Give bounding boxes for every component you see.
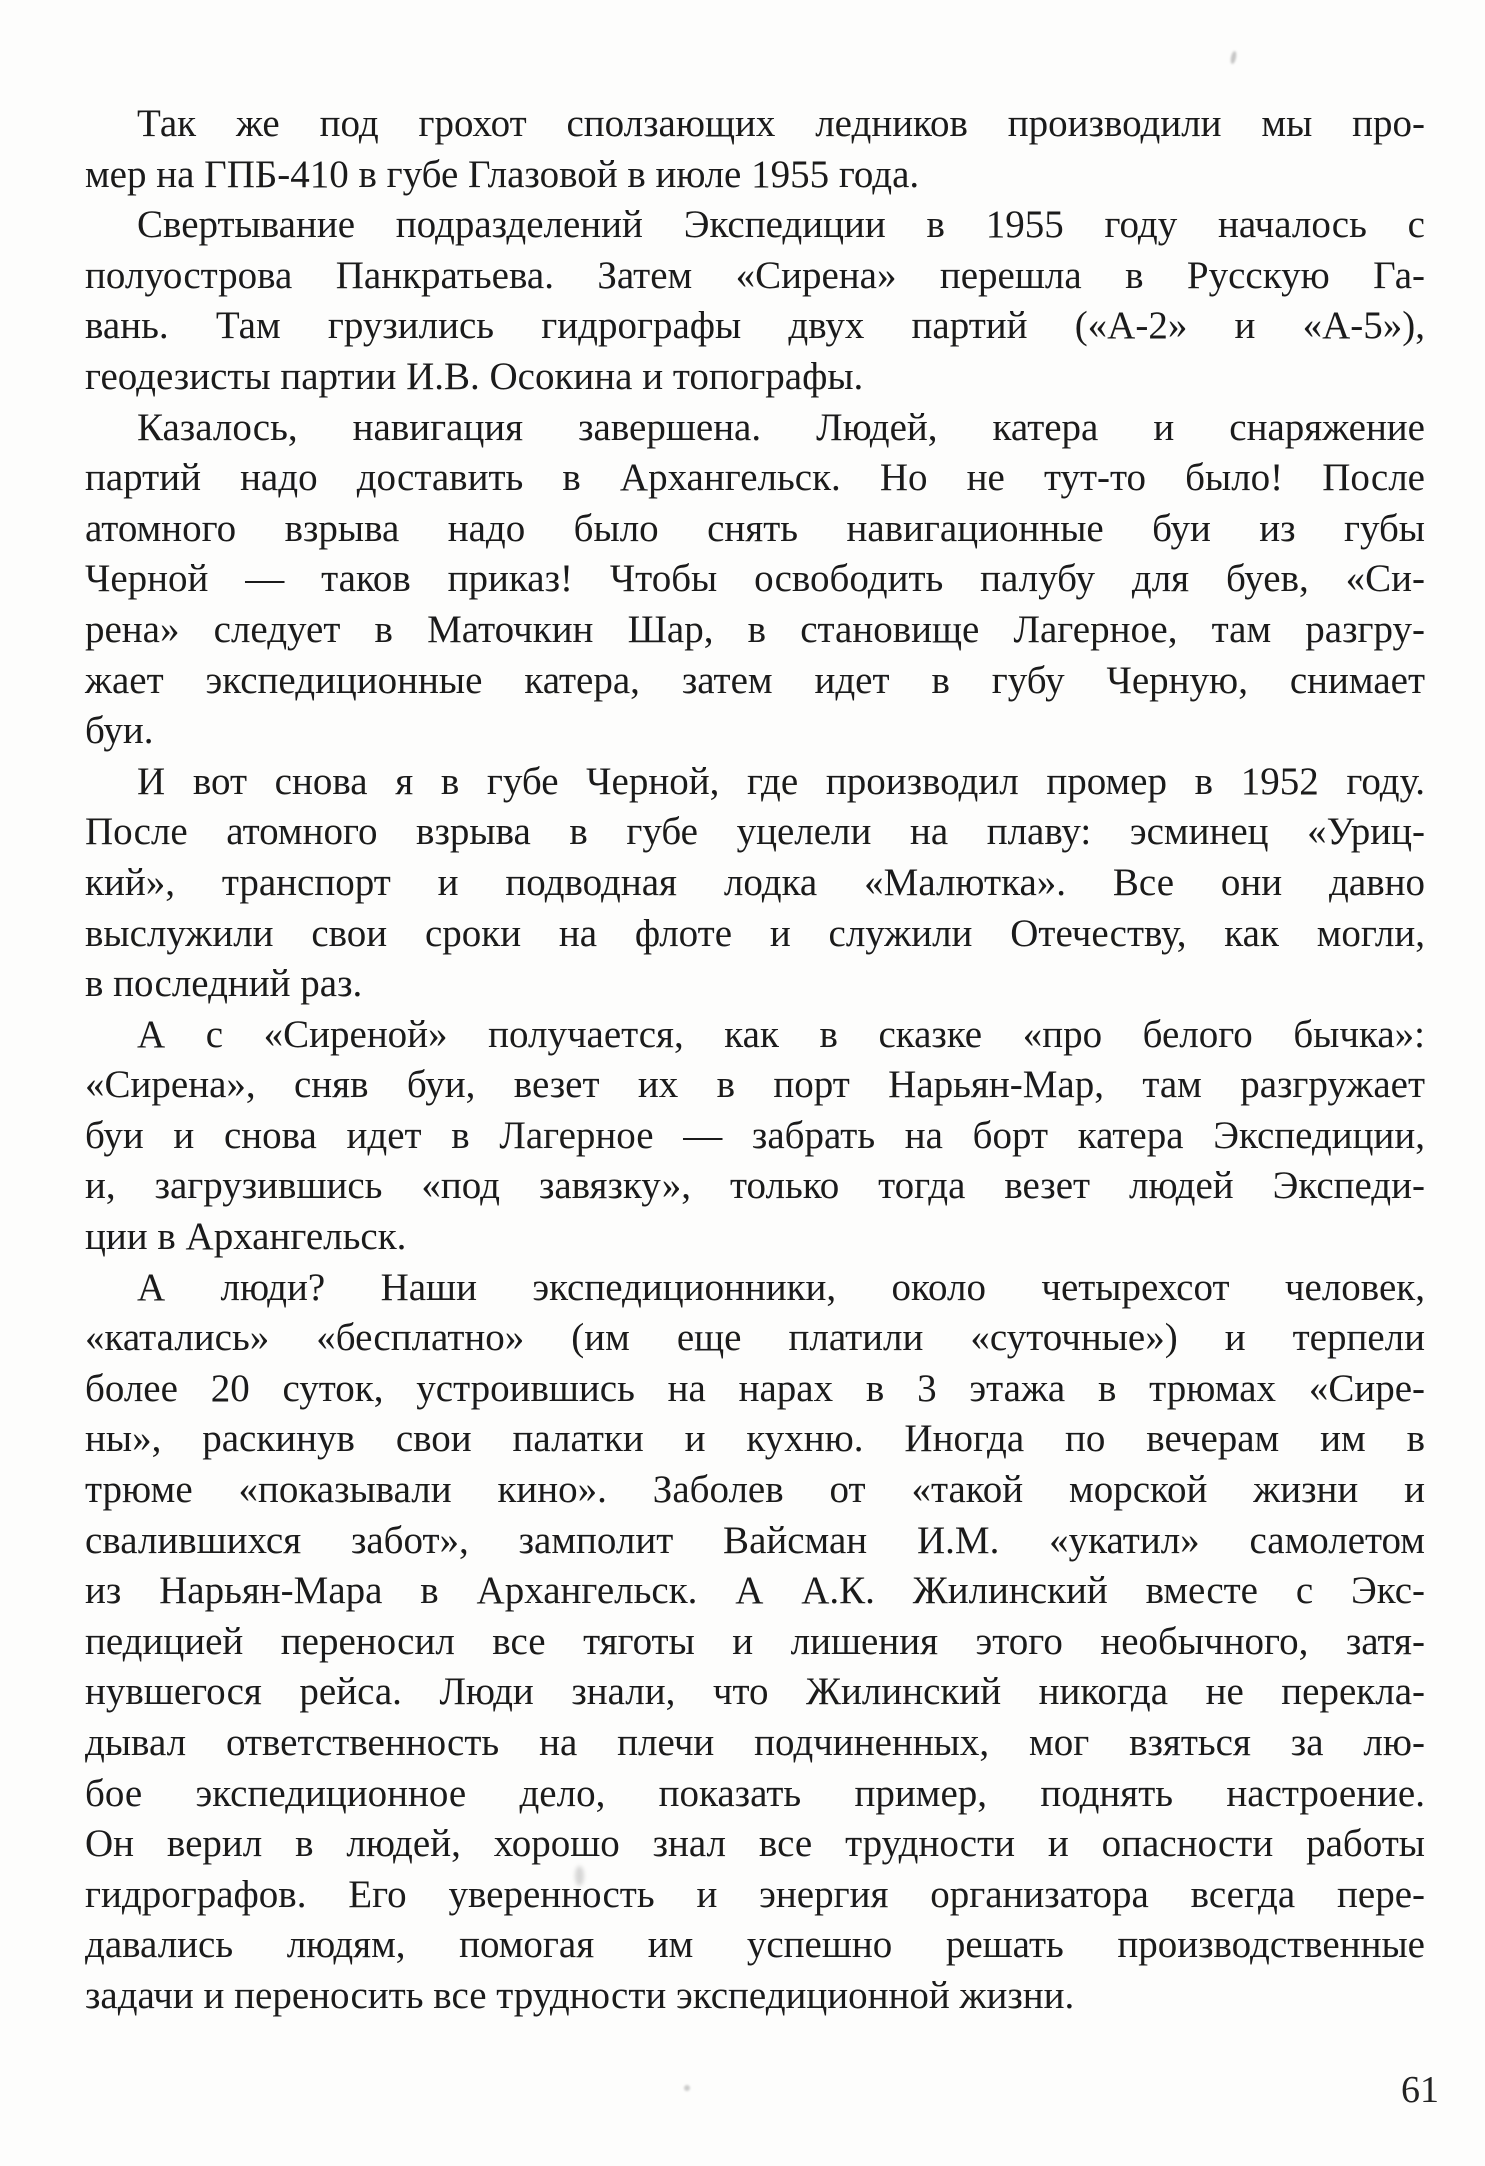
text-line: бое экспедиционное дело, показать пример, поднять настроение. [85,1771,1425,1815]
text-line: «Сирена», сняв буи, везет их в порт Нарьян-Мар, там разгружает [85,1063,1425,1107]
text-line: кий», транспорт и подводная лодка «Малютка». Все они давно [85,860,1425,904]
text-line: После атомного взрыва в губе уцелели на плаву: эсминец «Уриц- [85,810,1425,854]
page-text [85,99,1425,2022]
text-line: вань. Там грузились гидрографы двух партий («А-2» и «А-5»), [85,304,1425,348]
paragraph [85,757,1425,1010]
text-line: мер на ГПБ-410 в губе Глазовой в июле 1955 года. [85,152,920,196]
text-line: свалившихся забот», замполит Вайсман И.М. «укатил» самолетом [85,1518,1425,1562]
paragraph [85,1010,1425,1263]
text-line: давались людям, помогая им успешно решать производственные [85,1923,1425,1967]
text-line: в последний раз. [85,962,363,1006]
paragraph [85,1263,1425,2022]
text-line: партий надо доставить в Архангельск. Но не тут-то было! После [85,456,1425,500]
text-line: из Нарьян-Мара в Архангельск. А А.К. Жилинский вместе с Экс- [85,1569,1425,1613]
text-line: Так же под грохот сползающих ледников производили мы про- [137,102,1425,145]
text-line: полуострова Панкратьева. Затем «Сирена» перешла в Русскую Га- [85,253,1425,297]
text-line: И вот снова я в губе Черной, где производил промер в 1952 году. [137,759,1425,803]
text-line: педицией переносил все тяготы и лишения этого необычного, затя- [85,1619,1425,1663]
text-line: задачи и переносить все трудности экспедиционной жизни. [85,1973,1075,2017]
text-line: ны», раскинув свои палатки и кухню. Иногда по вечерам им в [85,1417,1425,1461]
scan-artifact [1230,51,1238,65]
text-line: Казалось, навигация завершена. Людей, катера и снаряжение [137,405,1425,449]
text-line: нувшегося рейса. Люди знали, что Жилинский никогда не перекла- [85,1670,1425,1714]
scan-artifact [684,2085,690,2091]
text-line: и, загрузившись «под завязку», только тогда везет людей Экспеди- [85,1164,1425,1208]
text-line: атомного взрыва надо было снять навигационные буи из губы [85,506,1425,550]
text-line: рена» следует в Маточкин Шар, в становище Лагерное, там разгру- [85,607,1425,651]
text-line: геодезисты партии И.В. Осокина и топографы. [85,354,864,398]
text-line: выслужили свои сроки на флоте и служили Отечеству, как могли, [85,911,1425,955]
text-line: трюме «показывали кино». Заболев от «такой морской жизни и [85,1468,1425,1512]
paragraph [85,99,1425,200]
text-line: Свертывание подразделений Экспедиции в 1955 году началось с [137,203,1425,247]
text-line: дывал ответственность на плечи подчиненных, мог взяться за лю- [85,1721,1425,1764]
text-line: жает экспедиционные катера, затем идет в губу Черную, снимает [85,658,1425,702]
text-line: А люди? Наши экспедиционники, около четырехсот человек, [137,1265,1425,1309]
text-line: буи и снова идет в Лагерное — забрать на борт катера Экспедиции, [85,1113,1425,1157]
text-line: гидрографов. Его уверенность и энергия организатора всегда пере- [85,1872,1425,1916]
text-line: А с «Сиреной» получается, как в сказке «про белого бычка»: [137,1012,1425,1056]
text-line: Черной — таков приказ! Чтобы освободить палубу для буев, «Си- [85,557,1425,601]
paragraph [85,403,1425,757]
text-line: более 20 суток, устроившись на нарах в 3 этажа в трюмах «Сире- [85,1366,1425,1410]
paragraph [85,200,1425,402]
page-number: 61 [1401,2069,1439,2111]
text-line: буи. [85,709,154,753]
text-line: ции в Архангельск. [85,1215,407,1259]
text-line: Он верил в людей, хорошо знал все трудности и опасности работы [85,1822,1425,1866]
text-line: «катались» «бесплатно» (им еще платили «суточные») и терпели [85,1316,1425,1360]
